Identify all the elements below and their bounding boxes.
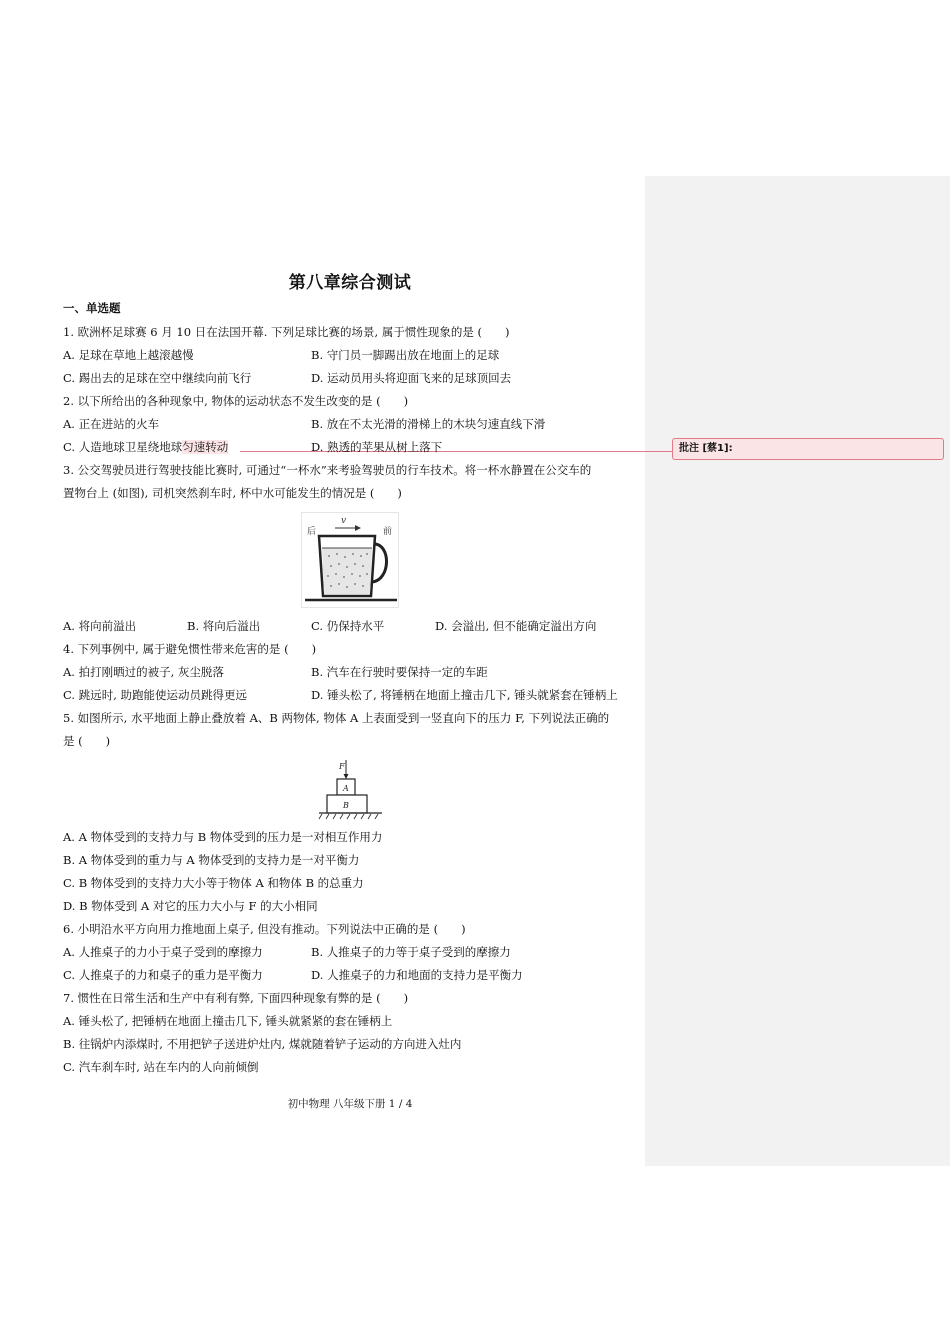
comment-pane — [645, 176, 950, 1166]
question-2-option-d: D. 熟透的苹果从树上落下 — [311, 440, 443, 454]
option-c-text: C. 人造地球卫星绕地球 — [63, 440, 183, 454]
commented-text-highlight[interactable]: 匀速转动 — [182, 440, 229, 454]
cup-of-water-figure — [301, 512, 399, 608]
question-6-stem: 6. 小明沿水平方向用力推地面上桌子, 但没有推动。下列说法中正确的是 ( ) — [63, 922, 466, 936]
page-title: 第八章综合测试 — [288, 273, 412, 293]
question-2-stem: 2. 以下所给出的各种现象中, 物体的运动状态不发生改变的是 ( ) — [63, 394, 409, 408]
question-2-option-b: B. 放在不太光滑的滑梯上的木块匀速直线下滑 — [311, 417, 546, 431]
figure-label-velocity: v — [341, 516, 347, 526]
question-6-option-b: B. 人推桌子的力等于桌子受到的摩擦力 — [311, 945, 511, 959]
question-4-option-a: A. 拍打刚晒过的被子, 灰尘脱落 — [63, 665, 224, 679]
question-7-stem: 7. 惯性在日常生活和生产中有利有弊, 下面四种现象有弊的是 ( ) — [63, 991, 409, 1005]
question-2-option-c — [63, 439, 228, 455]
question-5-option-c: C. B 物体受到的支持力大小等于物体 A 和物体 B 的总重力 — [63, 876, 364, 890]
question-5-stem-line-2: 是 ( ) — [63, 734, 111, 748]
question-3-stem-line-2: 置物台上 (如图), 司机突然刹车时, 杯中水可能发生的情况是 ( ) — [63, 486, 402, 500]
question-4-option-c: C. 跳远时, 助跑能使运动员跳得更远 — [63, 688, 248, 702]
question-5-option-d: D. B 物体受到 A 对它的压力大小与 F 的大小相同 — [63, 899, 318, 913]
question-3-stem-line-1: 3. 公交驾驶员进行驾驶技能比赛时, 可通过“一杯水”来考验驾驶员的行车技术。将一杯水静置在公交车的 — [63, 463, 592, 477]
question-7-option-b: B. 往锅炉内添煤时, 不用把铲子送进炉灶内, 煤就随着铲子运动的方向进入灶内 — [63, 1037, 462, 1051]
question-4-stem: 4. 下列事例中, 属于避免惯性带来危害的是 ( ) — [63, 642, 317, 656]
question-4-option-d: D. 锤头松了, 将锤柄在地面上撞击几下, 锤头就紧套在锤柄上 — [311, 688, 618, 702]
question-3-option-b: B. 将向后溢出 — [187, 619, 261, 633]
question-6-option-a: A. 人推桌子的力小于桌子受到的摩擦力 — [63, 945, 263, 959]
figure-label-a: A — [343, 784, 349, 793]
page-footer: 初中物理 八年级下册 1 / 4 — [287, 1098, 413, 1110]
question-6-option-d: D. 人推桌子的力和地面的支持力是平衡力 — [311, 968, 523, 982]
figure-label-b: B — [343, 801, 349, 810]
question-1-option-d: D. 运动员用头将迎面飞来的足球顶回去 — [311, 371, 512, 385]
figure-label-force: F — [339, 762, 345, 771]
question-1-option-b: B. 守门员一脚踢出放在地面上的足球 — [311, 348, 500, 362]
question-3-option-c: C. 仍保持水平 — [311, 619, 385, 633]
question-6-option-c: C. 人推桌子的力和桌子的重力是平衡力 — [63, 968, 263, 982]
comment-balloon[interactable]: 批注 [蔡1]: — [672, 438, 944, 460]
figure-label-front: 前 — [383, 527, 393, 537]
comment-connector-line — [240, 451, 672, 452]
question-1-option-c: C. 踢出去的足球在空中继续向前飞行 — [63, 371, 252, 385]
question-4-option-b: B. 汽车在行驶时要保持一定的车距 — [311, 665, 488, 679]
question-7-option-c: C. 汽车刹车时, 站在车内的人向前倾倒 — [63, 1060, 259, 1074]
question-5-stem-line-1: 5. 如图所示, 水平地面上静止叠放着 A、B 两物体, 物体 A 上表面受到一竖直向下的压力 F, 下列说法正确的 — [63, 711, 610, 725]
section-heading: 一、单选题 — [63, 301, 121, 315]
stacked-blocks-figure — [318, 757, 384, 821]
question-3-option-a: A. 将向前溢出 — [63, 619, 137, 633]
figure-label-back: 后 — [307, 527, 317, 537]
question-5-option-b: B. A 物体受到的重力与 A 物体受到的支持力是一对平衡力 — [63, 853, 360, 867]
question-1-stem: 1. 欧洲杯足球赛 6 月 10 日在法国开幕. 下列足球比赛的场景, 属于惯性现象的是 ( ) — [63, 325, 510, 339]
question-7-option-a: A. 锤头松了, 把锤柄在地面上撞击几下, 锤头就紧紧的套在锤柄上 — [63, 1014, 393, 1028]
question-1-option-a: A. 足球在草地上越滚越慢 — [63, 348, 194, 362]
question-5-option-a: A. A 物体受到的支持力与 B 物体受到的压力是一对相互作用力 — [63, 830, 383, 844]
question-2-option-a: A. 正在进站的火车 — [63, 417, 160, 431]
question-3-option-d: D. 会溢出, 但不能确定溢出方向 — [435, 619, 597, 633]
